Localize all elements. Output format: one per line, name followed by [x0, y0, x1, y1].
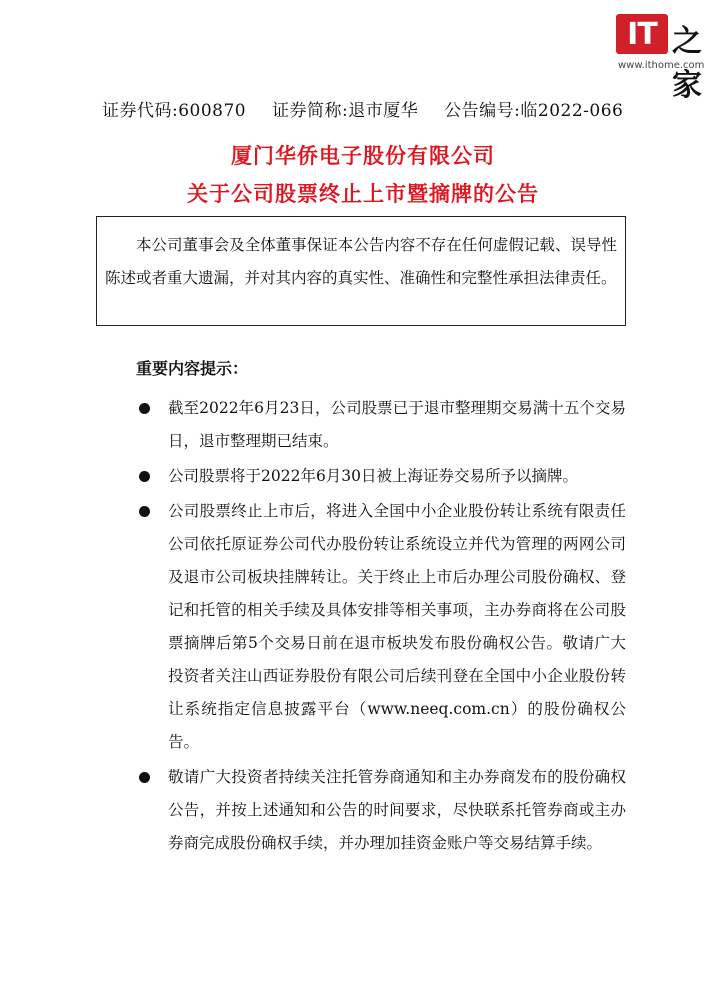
ithome-logo-chars: 之家 [672, 24, 698, 103]
bullet-icon [139, 506, 150, 517]
list-item [136, 460, 626, 493]
list-item-text: 截至2022年6月23日，公司股票已于退市整理期交易满十五个交易日，退市整理期已结束。 [168, 399, 626, 450]
list-item-text: 公司股票终止上市后，将进入全国中小企业股份转让系统有限责任公司依托原证券公司代办股份转让系统设立并代为管理的两网公司及退市公司板块挂牌转让。关于终止上市后办理公司股份确权、登记和托管的相关手续及具体安排等相关事项，主办券商将在公司股票摘牌后第5个交易日前在退市板块发布股份确权公告。敬请广大投资者关注山西证券股份有限公司后续刊登在全国中小企业股份转让系统指定信息披露平台（www.neeq.com.cn）的股份确权公告。 [168, 502, 626, 751]
company-name-title: 厦门华侨电子股份有限公司 [231, 144, 495, 168]
bullet-icon [139, 403, 150, 414]
board-guarantee-notice: 本公司董事会及全体董事保证本公告内容不存在任何虚假记载、误导性陈述或者重大遗漏，并对其内容的真实性、准确性和完整性承担法律责任。 [96, 216, 626, 326]
security-short-name: 证券简称:退市厦华 [272, 101, 419, 121]
bullet-icon [139, 772, 150, 783]
announcement-title: 关于公司股票终止上市暨摘牌的公告 [187, 182, 539, 206]
list-item-text: 公司股票将于2022年6月30日被上海证券交易所予以摘牌。 [168, 467, 579, 485]
ithome-watermark-logo [616, 10, 714, 103]
list-item [136, 495, 626, 759]
bullet-icon [139, 471, 150, 482]
list-item [136, 761, 626, 860]
list-item [136, 392, 626, 458]
highlights-heading: 重要内容提示： [136, 359, 249, 378]
security-code: 证券代码:600870 [102, 101, 247, 121]
highlights-list [136, 392, 626, 862]
announcement-meta [102, 96, 643, 121]
announcement-number: 公告编号:临2022-066 [444, 101, 624, 121]
ithome-url: www.ithome.com [618, 60, 705, 71]
ithome-logo-mark: IT [616, 14, 668, 54]
list-item-text: 敬请广大投资者持续关注托管券商通知和主办券商发布的股份确权公告，并按上述通知和公告的时间要求，尽快联系托管券商或主办券商完成股份确权手续，并办理加挂资金账户等交易结算手续。 [168, 768, 626, 852]
